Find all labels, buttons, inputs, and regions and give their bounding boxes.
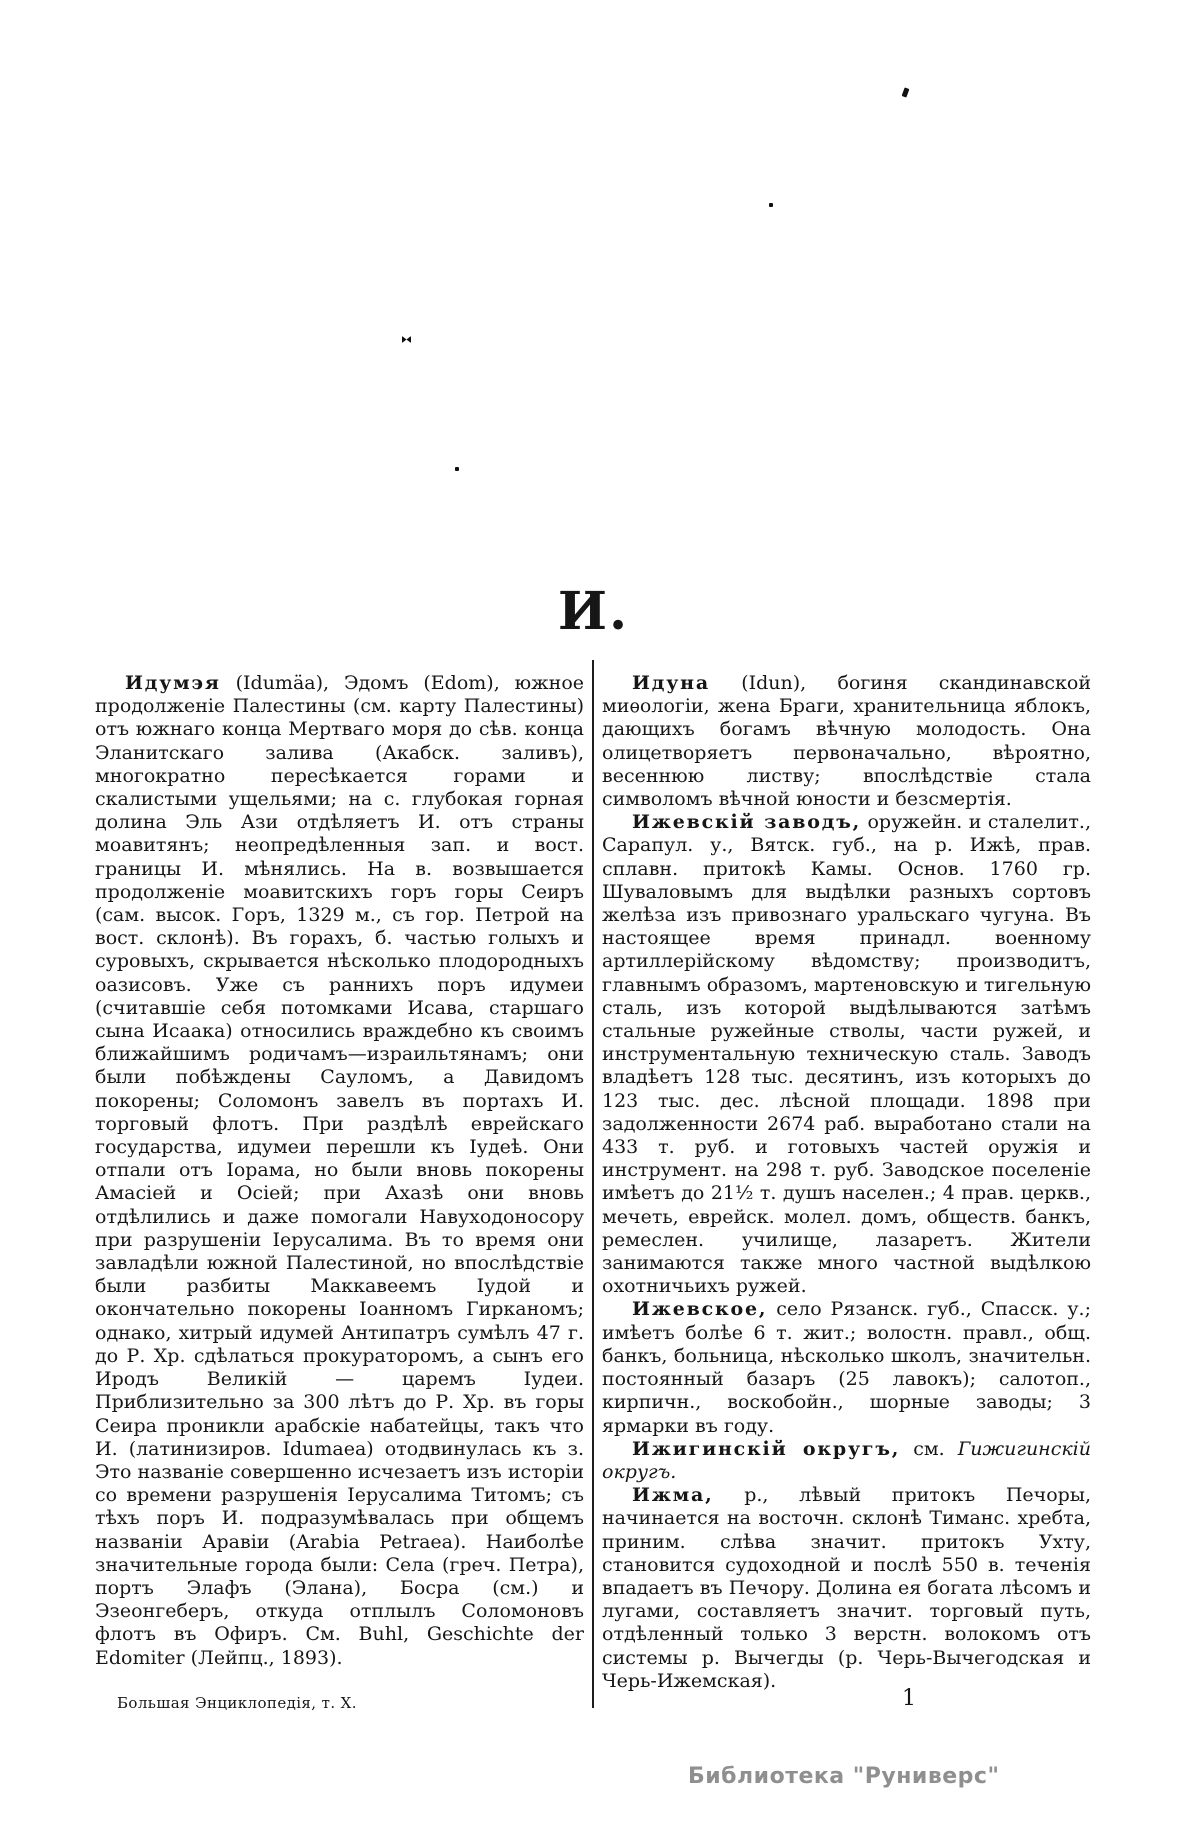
entry-see-reference: Гижигинскій округъ. [602,1437,1091,1483]
entry-idumeya [95,672,584,1670]
left-column [95,672,593,1693]
entry-term: Ижевскій заводъ, [632,811,862,834]
entry-term: Идуна [632,672,710,694]
section-letter-heading: И. [557,581,630,642]
entry-izhma [602,1484,1091,1693]
scan-speck [402,336,411,343]
text-columns [95,672,1092,1693]
library-watermark: Библиотека "Руниверс" [688,1764,1000,1789]
scan-speck [769,203,773,207]
entry-term: Ижма, [632,1484,714,1507]
right-column [593,672,1091,1693]
page-number: 1 [902,1686,916,1711]
scan-speck [455,467,459,471]
entry-term: Идумэя [125,672,221,694]
entry-term: Ижигинскій округъ, [632,1437,901,1460]
entry-iduna [602,672,1091,811]
volume-footnote: Большая Энциклопедія, т. X. [117,1694,357,1712]
entry-body: оружейн. и сталелит., Сарапул. у., Вятск. губ., на р. Ижѣ, прав. сплавн. притокѣ Камы. Основ. 1760 гр. Шуваловымъ для выдѣлки разныхъ сортовъ желѣза изъ привознаго уральскаго чугуна. Въ настоящее время принадл. военному артиллерійскому вѣдомству; производитъ, главнымъ образомъ, мартеновскую и тигельную сталь, изъ которой выдѣлываются затѣмъ стальные ружейные стволы, части ружей, и инструментальную техническую сталь. Заводъ владѣетъ 128 тыс. десятинъ, изъ которыхъ до 123 тыс. дес. лѣсной площади. 1898 при задолженности 2674 раб. выработано стали на 433 т. руб. и готовыхъ частей оружія и инструмент. на 298 т. руб. Заводское поселеніе имѣетъ до 21½ т. душъ населен.; 4 прав. церкв., мечеть, еврейск. молел. домъ, обществ. банкъ, ремеслен. училище, лазаретъ. Жители занимаются также много частной выдѣлкою охотничьихъ ружей. [602,811,1092,1298]
entry-body: (Idun), богиня скандинавской миѳологіи, жена Браги, хранительница яблокъ, дающихъ богамъ вѣчную молодость. Она олицетворяетъ первоначально, вѣроятно, весеннюю листву; впослѣдствіе стала символомъ вѣчной юности и безсмертія. [602,672,1091,811]
entry-body: р., лѣвый притокъ Печоры, начинается на восточн. склонѣ Тиманс. хребта, приним. слѣва значит. притокъ Ухту, становится судоходной и послѣ 550 в. теченія впадаетъ въ Печору. Долина ея богата лѣсомъ и лугами, составляетъ значит. торговый путь, отдѣленный только 3 верстн. волокомъ отъ системы р. Вычегды (р. Черь-Вычегодская и Черь-Ижемская). [602,1484,1091,1692]
entry-izhevskoye [602,1298,1091,1437]
entry-body: см. [913,1437,945,1460]
scan-speck [902,87,910,97]
entry-term: Ижевское, [632,1298,768,1321]
entry-izhiginskiy-okrug [602,1438,1091,1484]
entry-body: (Idumäa), Эдомъ (Edom), южное продолженіе Палестины (см. карту Палестины) отъ южнаго конца Мертваго моря до сѣв. конца Эланитскаго залива (Акабск. заливъ), многократно пересѣкается горами и скалистыми ущельями; на с. глубокая горная долина Эль Ази отдѣляетъ И. отъ страны моавитянъ; неопредѣленныя зап. и вост. границы И. мѣнялись. На в. возвышается продолженіе моавитскихъ горъ горы Сеиръ (сам. высок. Горъ, 1329 м., съ гор. Петрой на вост. склонѣ). Въ горахъ, б. частью голыхъ и суровыхъ, скрывается нѣсколько плодородныхъ оазисовъ. Уже съ раннихъ поръ идумеи (считавшіе себя потомками Исава, старшаго сына Исаака) относились враждебно къ своимъ ближайшимъ родичамъ—израильтянамъ; они были побѣждены Сауломъ, а Давидомъ покорены; Соломонъ завелъ въ портахъ И. торговый флотъ. При раздѣлѣ еврейскаго государства, идумеи перешли къ Іудеѣ. Они отпали отъ Іорама, но были вновь покорены Амасіей и Осіей; при Ахазѣ они вновь отдѣлились и даже помогали Навуходоносору при разрушеніи Іерусалима. Въ то время они завладѣли южной Палестиной, но впослѣдствіе были разбиты Маккавеемъ Іудой и окончательно покорены Іоанномъ Гирканомъ; однако, хитрый идумей Антипатръ сумѣлъ 47 г. до Р. Хр. сдѣлаться прокураторомъ, а сынъ его Иродъ Великій — царемъ Іудеи. Приблизительно за 300 лѣтъ до Р. Хр. въ горы Сеира проникли арабскіе набатейцы, такъ что И. (латинизиров. Idumaea) отодвинулась къ з. Это названіе совершенно исчезаетъ изъ исторіи со времени разрушенія Іерусалима Титомъ; съ тѣхъ поръ И. подразумѣвалась при общемъ названіи Аравіи (Arabia Petraea). Наиболѣе значительные города были: Села (греч. Петра), портъ Элафъ (Элана), Босра (см.) и Эзеонгеберъ, откуда отплылъ Соломоновъ флотъ въ Офиръ. См. Buhl, Geschichte der Edomiter (Лейпц., 1893). [95,672,584,1669]
entry-izhevskiy-zavod [602,811,1091,1298]
entry-body: село Рязанск. губ., Спасск. у.; имѣетъ болѣе 6 т. жит.; волостн. правл., общ. банкъ, больница, нѣсколько школъ, значительн. постоянный базаръ (25 лавокъ); салотоп., кирпичн., воскобойн., шорные заводы; 3 ярмарки въ году. [602,1298,1092,1437]
